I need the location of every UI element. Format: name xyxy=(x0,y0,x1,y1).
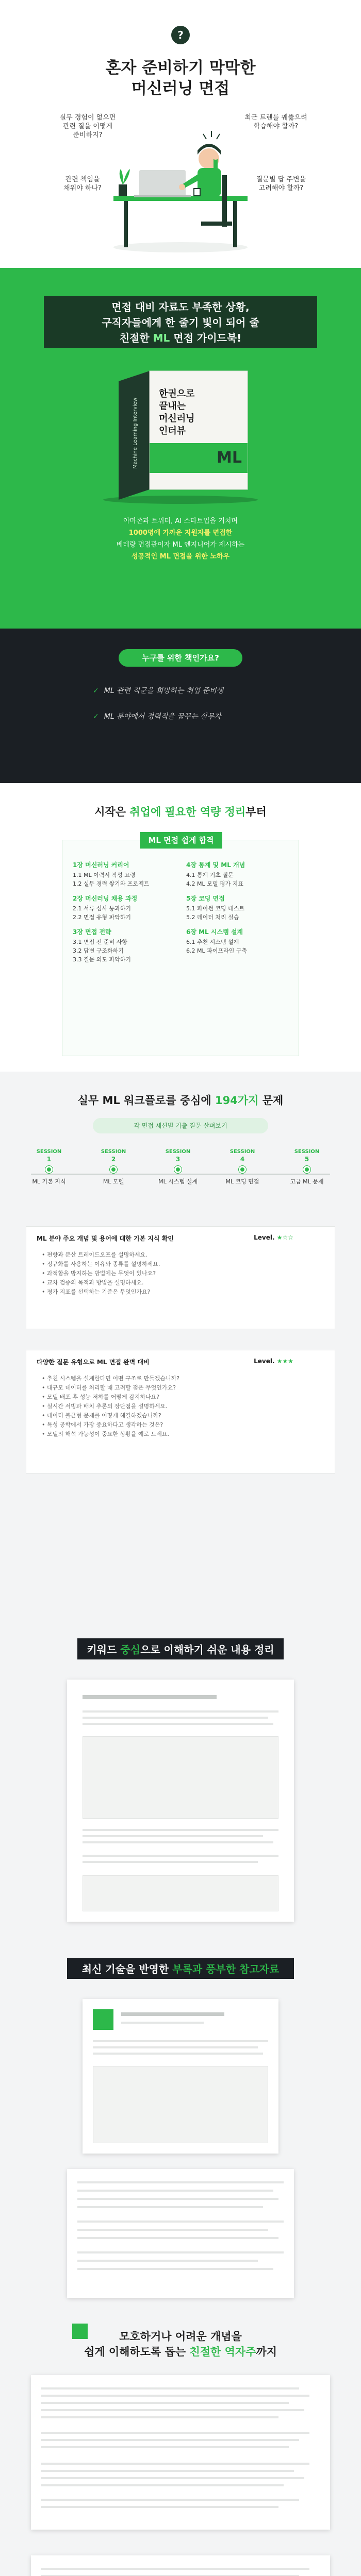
desc-line3: 베테랑 면접관이자 ML 엔지니어가 제시하는 xyxy=(116,541,245,549)
heading-line2: 쉽게 이해하도록 돕는 친절한 역자주까지 xyxy=(84,2346,277,2358)
check-icon: ✓ xyxy=(93,713,99,721)
target-row-2: ✓ ML 분야에서 경력직을 꿈꾸는 실무자 xyxy=(93,713,221,721)
timeline-dot xyxy=(110,1166,117,1173)
session-title: 고급 ML 문제 xyxy=(290,1178,324,1185)
toc-item: 4.2 ML 모델 평가 지표 xyxy=(186,880,243,887)
toc-item: 2.2 면접 유형 파악하기 xyxy=(73,914,131,921)
translator-heading xyxy=(0,2329,361,2360)
card-level: Level. ★★★ xyxy=(254,1358,293,1365)
target-row-1: ✓ ML 관련 직군을 희망하는 취업 준비생 xyxy=(93,687,224,695)
book-cover-image xyxy=(88,366,273,505)
card-question-list xyxy=(42,1250,320,1297)
question-item: • 모델 배포 후 성능 저하를 어떻게 감지하나요? xyxy=(42,1394,160,1400)
reference-page-image xyxy=(67,2169,294,2298)
session-title: ML 기본 지식 xyxy=(32,1178,66,1185)
book-description xyxy=(0,515,361,563)
desc-line1: 아마존과 트위터, AI 스타트업을 거치며 xyxy=(123,517,238,525)
book-spine-text: Machine Learning Interview xyxy=(133,397,138,469)
card-question-list xyxy=(42,1374,320,1439)
keyword-banner: 키워드 중심으로 이해하기 쉬운 내용 정리 xyxy=(77,1638,284,1659)
sessions-subheading: 각 면접 세션별 기출 질문 살펴보기 xyxy=(93,1118,268,1133)
toc-item: 4.1 통계 기초 질문 xyxy=(186,872,234,878)
sessions-section xyxy=(0,1072,361,1623)
target-pill: 누구를 위한 책인가요? xyxy=(119,649,242,667)
toc-item: 1.1 ML 이력서 작성 요령 xyxy=(73,872,136,878)
book-title-l4: 인터뷰 xyxy=(159,426,186,436)
toc-item: 6.1 추천 시스템 설계 xyxy=(186,939,239,945)
toc-item: 3.2 답변 구조화하기 xyxy=(73,947,124,954)
keyword-box xyxy=(83,1736,278,1819)
toc-heading: 시작은 취업에 필요한 역량 정리부터 xyxy=(94,806,267,818)
latest-tech-section xyxy=(0,1942,361,2313)
toc-chapter-title: 3장 면접 전략 xyxy=(73,928,111,936)
session-node xyxy=(85,1149,142,1185)
question-item: • 편향과 분산 트레이드오프를 설명하세요. xyxy=(42,1251,147,1258)
toc-chapter-title: 4장 통계 및 ML 개념 xyxy=(186,861,245,869)
session-label: SESSION xyxy=(294,1149,320,1155)
heading-line1: 모호하거나 어려운 개념을 xyxy=(119,2330,242,2343)
check-icon: ✓ xyxy=(93,687,99,695)
question-badge: ? xyxy=(171,26,190,44)
session-number: 4 xyxy=(240,1156,245,1163)
session-node xyxy=(150,1149,206,1185)
toc-item: 3.3 질문 의도 파악하기 xyxy=(73,956,131,963)
timeline-dot xyxy=(45,1166,53,1173)
session-title: ML 시스템 설계 xyxy=(158,1178,198,1185)
toc-card xyxy=(62,836,299,1056)
question-item: • 추천 시스템을 설계한다면 어떤 구조로 만들겠습니까? xyxy=(42,1375,180,1382)
sessions-heading: 실무 ML 워크플로를 중심에 194가지 문제 xyxy=(77,1094,284,1107)
banner-line2: 구직자들에게 한 줄기 빛이 되어 줄 xyxy=(102,316,259,329)
toc-section xyxy=(0,783,361,1072)
card-heading: ML 분야 주요 개념 및 용어에 대한 기본 지식 확인 xyxy=(37,1235,174,1242)
hero-title xyxy=(0,58,361,99)
question-item: • 교차 검증의 목적과 방법을 설명하세요. xyxy=(42,1279,144,1286)
book-title-l2: 끝내는 xyxy=(159,401,186,412)
appendix-thumbnail xyxy=(93,2009,113,2030)
book-title-l3: 머신러닝 xyxy=(159,413,195,424)
question-item: • 데이터 불균형 문제를 어떻게 해결하겠습니까? xyxy=(42,1412,161,1419)
session-number: 1 xyxy=(46,1156,52,1163)
session-node xyxy=(21,1149,77,1185)
session-number: 2 xyxy=(111,1156,116,1163)
question-item: • 평가 지표를 선택하는 기준은 무엇인가요? xyxy=(42,1289,151,1295)
question-bubble-4: 질문별 답 주변을 고려해야 할까? xyxy=(256,176,306,192)
session-label: SESSION xyxy=(229,1149,255,1155)
question-item: • 실시간 서빙과 배치 추론의 장단점을 설명하세요. xyxy=(42,1403,168,1410)
hero-title-line2: 머신러닝 면접 xyxy=(131,79,230,98)
session-node xyxy=(214,1149,271,1185)
toc-item: 6.2 ML 파이프라인 구축 xyxy=(186,947,247,954)
desc-line4: 성공적인 ML 면접을 위한 노하우 xyxy=(131,553,230,561)
card-level: Level. ★☆☆ xyxy=(254,1234,293,1241)
toc-chapter-title: 2장 머신러닝 채용 과정 xyxy=(73,895,138,902)
question-bubble-3: 관련 책임을 채워야 하나? xyxy=(63,176,102,192)
session-label: SESSION xyxy=(36,1149,62,1155)
question-card-basic xyxy=(26,1226,335,1329)
desc-line2: 1000명에 가까운 지원자를 면접한 xyxy=(128,529,233,537)
toc-item: 1.2 실무 경력 쌓기와 프로젝트 xyxy=(73,880,150,887)
green-banner xyxy=(44,296,317,348)
latest-banner: 최신 기술을 반영한 부록과 풍부한 참고자료 xyxy=(67,1958,294,1979)
toc-tab: ML 면접 쉽게 합격 xyxy=(140,832,222,849)
banner-line3: 친절한 ML 면접 가이드북! xyxy=(119,332,242,344)
toc-chapter-title: 6장 ML 시스템 설계 xyxy=(186,928,243,936)
toc-chapter-title: 1장 머신러닝 커리어 xyxy=(73,861,129,869)
question-bubble-2: 최근 트렌를 꿰뚫으려 학습해야 할까? xyxy=(244,114,307,130)
sample-page-2 xyxy=(31,2555,330,2576)
toc-left-column xyxy=(73,861,184,964)
toc-right-column xyxy=(186,861,297,955)
timeline-dot xyxy=(239,1166,246,1173)
question-item: • 특성 공학에서 가장 중요하다고 생각하는 것은? xyxy=(42,1421,163,1428)
session-number: 5 xyxy=(304,1156,309,1163)
question-bubble-1: 실무 경험이 없으면 관련 질을 어떻게 준비하지? xyxy=(59,114,116,139)
keyword-section xyxy=(0,1623,361,1942)
session-title: ML 모델 xyxy=(103,1178,124,1185)
session-label: SESSION xyxy=(101,1149,126,1155)
toc-item: 3.1 면접 전 준비 사항 xyxy=(73,939,127,945)
session-node xyxy=(278,1149,335,1185)
book-ml-tag: ML xyxy=(217,449,242,467)
timeline-dot xyxy=(174,1166,182,1173)
session-label: SESSION xyxy=(165,1149,191,1155)
timeline-dot xyxy=(303,1166,310,1173)
hero-title-line1: 혼자 준비하기 막막한 xyxy=(105,59,256,77)
translator-notes-section xyxy=(0,2313,361,2576)
card-heading: 다양한 질문 유형으로 ML 면접 완벽 대비 xyxy=(37,1359,150,1366)
sample-page-image xyxy=(67,1680,294,1922)
question-card-advanced xyxy=(26,1350,335,1473)
question-item: • 정규화를 사용하는 이유와 종류를 설명하세요. xyxy=(42,1261,160,1267)
question-item: • 과적합을 방지하는 방법에는 무엇이 있나요? xyxy=(42,1270,156,1277)
session-number: 3 xyxy=(175,1156,180,1163)
question-item: • 모델의 해석 가능성이 중요한 상황을 예로 드세요. xyxy=(42,1431,169,1437)
session-timeline xyxy=(21,1149,340,1200)
stressed-person-illustration xyxy=(103,118,258,258)
toc-item: 5.2 데이터 처리 실습 xyxy=(186,914,239,921)
hero-section xyxy=(0,0,361,268)
target-audience-section xyxy=(0,629,361,783)
banner-line1: 면접 대비 자료도 부족한 상황, xyxy=(111,301,250,313)
book-title-l1: 한권으로 xyxy=(159,388,195,399)
sample-page-1 xyxy=(31,2375,330,2530)
appendix-page-image xyxy=(83,1999,278,2154)
toc-item: 2.1 서류 심사 통과하기 xyxy=(73,905,131,912)
toc-chapter-title: 5장 코딩 면접 xyxy=(186,895,225,902)
book-intro-section xyxy=(0,268,361,629)
question-item: • 대규모 데이터를 처리할 때 고려할 점은 무엇인가요? xyxy=(42,1384,176,1391)
session-title: ML 코딩 면접 xyxy=(225,1178,259,1185)
toc-item: 5.1 파이썬 코딩 테스트 xyxy=(186,905,244,912)
